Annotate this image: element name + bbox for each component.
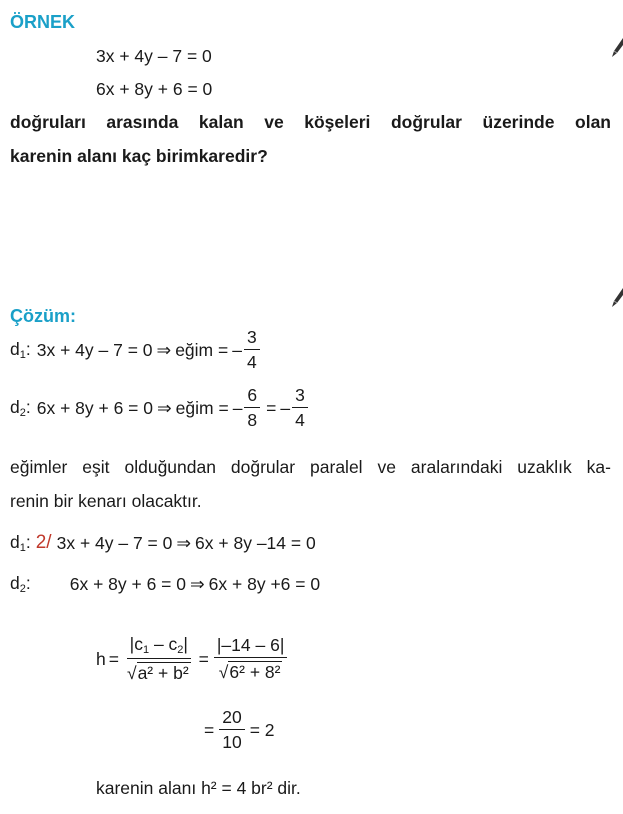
d2-label: $d_2$: — [10, 573, 31, 595]
implies-arrow: ⇒ — [176, 532, 192, 553]
d2-multiply-line — [10, 573, 320, 595]
paragraph-line-1: eğimler eşit olduğundan doğrular paralel ve aralarındaki uzaklık ka- — [10, 457, 611, 477]
minus-sign: – — [232, 397, 243, 418]
d2-result: 6x + 8y +6 = 0 — [208, 573, 321, 594]
result-fraction: $\frac{20}{10}$ — [219, 708, 244, 753]
implies-arrow: ⇒ — [157, 397, 172, 418]
distance-formula — [96, 630, 289, 688]
example-equation-1: 3x + 4y – 7 = 0 — [96, 46, 212, 66]
d1-result: 6x + 8y –14 = 0 — [195, 532, 316, 553]
value-fraction: $\frac{|-14 - 6|}{\text{√6² + 8²}}$ — [214, 636, 287, 683]
multiplier: 2/ — [35, 532, 52, 553]
equals-sign: = — [198, 648, 209, 669]
minus-sign: – — [280, 397, 291, 418]
equals-sign: = — [204, 719, 215, 740]
d1-slope-line — [10, 324, 262, 376]
simplified-result — [204, 702, 275, 758]
result-value: = 2 — [249, 719, 275, 740]
example-heading: ÖRNEK — [10, 12, 76, 32]
slope-fraction: $\frac{6}{8}$ — [244, 386, 260, 431]
d2-slope-line — [10, 380, 310, 436]
equals-sign: = — [108, 648, 119, 669]
d2-equation: 6x + 8y + 6 = 0 — [69, 573, 186, 594]
formula-fraction: $\frac{|c_1 - c_2|}{\text{√a² + b²}}$ — [124, 635, 194, 683]
d1-equation: 3x + 4y – 7 = 0 — [36, 339, 153, 360]
sqrt-icon: √6² + 8² — [218, 662, 281, 682]
question-line-1: doğruları arasında kalan ve köşeleri doğrular üzerinde olan — [10, 112, 611, 132]
slope-fraction: $\frac{3}{4}$ — [292, 386, 308, 431]
implies-arrow: ⇒ — [190, 573, 205, 594]
sqrt-icon: √a² + b² — [126, 662, 189, 683]
pen-icon — [609, 286, 623, 308]
slope-fraction: $\frac{3}{4}$ — [244, 328, 260, 373]
area-line: karenin alanı h² = 4 br² dir. — [96, 778, 301, 798]
example-equation-2: 6x + 8y + 6 = 0 — [96, 79, 213, 99]
d1-multiply-line — [10, 532, 316, 554]
equals-sign: = — [266, 397, 277, 418]
d1-label: $d_1$: — [10, 532, 31, 554]
slope-word: eğim = — [175, 397, 229, 418]
question-line-2: karenin alanı kaç birimkaredir? — [10, 146, 268, 166]
slope-word: eğim = — [175, 339, 229, 360]
solution-heading: Çözüm: — [10, 306, 76, 326]
paragraph-line-2: renin bir kenarı olacaktır. — [10, 491, 202, 511]
h-symbol: h — [96, 648, 106, 669]
d2-label: $d_2$: — [10, 397, 31, 419]
minus-sign: – — [232, 339, 242, 360]
d1-label: $d_1$: — [10, 339, 31, 361]
d2-equation: 6x + 8y + 6 = 0 — [36, 397, 153, 418]
implies-arrow: ⇒ — [156, 339, 172, 360]
d1-equation: 3x + 4y – 7 = 0 — [56, 532, 173, 553]
pen-icon — [609, 36, 623, 58]
